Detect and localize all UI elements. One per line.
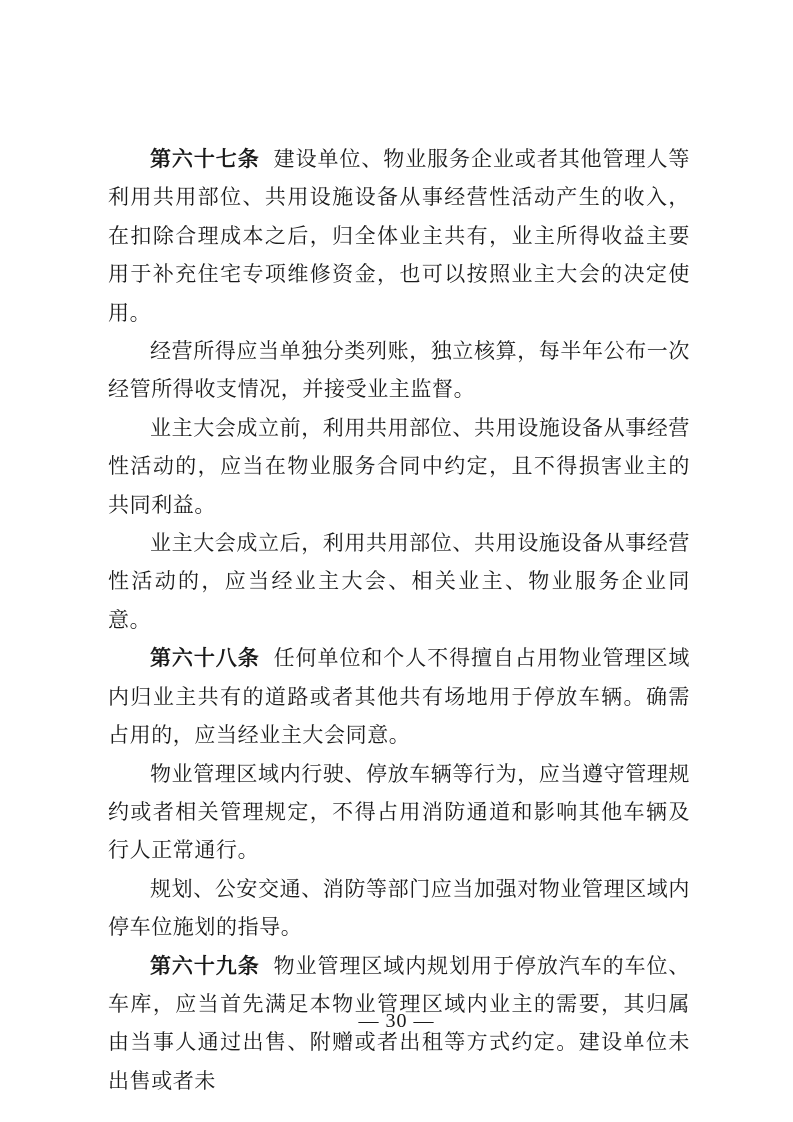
paragraph-text: 经营所得应当单独分类列账，独立核算，每半年公布一次经管所得收支情况，并接受业主监督。 <box>108 339 690 402</box>
article-heading: 第六十八条 <box>150 646 260 671</box>
paragraph <box>108 332 690 409</box>
article-heading: 第六十九条 <box>150 953 260 978</box>
paragraph-text: 任何单位和个人不得擅自占用物业管理区域内归业主共有的道路或者其他共有场地用于停放车辆。确需占用的，应当经业主大会同意。 <box>108 646 690 748</box>
paragraph <box>108 409 690 524</box>
paragraph <box>108 755 690 870</box>
paragraph-text: 业主大会成立后，利用共用部位、共用设施设备从事经营性活动的，应当经业主大会、相关业主、物业服务企业同意。 <box>108 531 690 632</box>
paragraph <box>108 870 690 947</box>
paragraph-text: 建设单位、物业服务企业或者其他管理人等利用共用部位、共用设施设备从事经营性活动产生的收入，在扣除合理成本之后，归全体业主共有，业主所得收益主要用于补充住宅专项维修资金，也可以按照业主大会的决定使用。 <box>108 147 690 325</box>
document-body <box>108 140 690 1100</box>
paragraph-text: 物业管理区域内行驶、停放车辆等行为，应当遵守管理规约或者相关管理规定，不得占用消防通道和影响其他车辆及行人正常通行。 <box>108 761 690 863</box>
article-heading: 第六十七条 <box>150 147 260 171</box>
page-number: — 30 — <box>358 1010 435 1032</box>
paragraph-text: 业主大会成立前，利用共用部位、共用设施设备从事经营性活动的，应当在物业服务合同中约定，且不得损害业主的共同利益。 <box>108 415 690 517</box>
paragraph <box>108 524 690 639</box>
paragraph-text: 物业管理区域内规划用于停放汽车的车位、车库，应当首先满足本物业管理区域内业主的需要，其归属由当事人通过出售、附赠或者出租等方式约定。建设单位未出售或者未 <box>108 953 690 1093</box>
paragraph-article-68 <box>108 639 690 754</box>
paragraph-article-67 <box>108 140 690 332</box>
paragraph-text: 规划、公安交通、消防等部门应当加强对物业管理区域内停车位施划的指导。 <box>108 876 690 940</box>
